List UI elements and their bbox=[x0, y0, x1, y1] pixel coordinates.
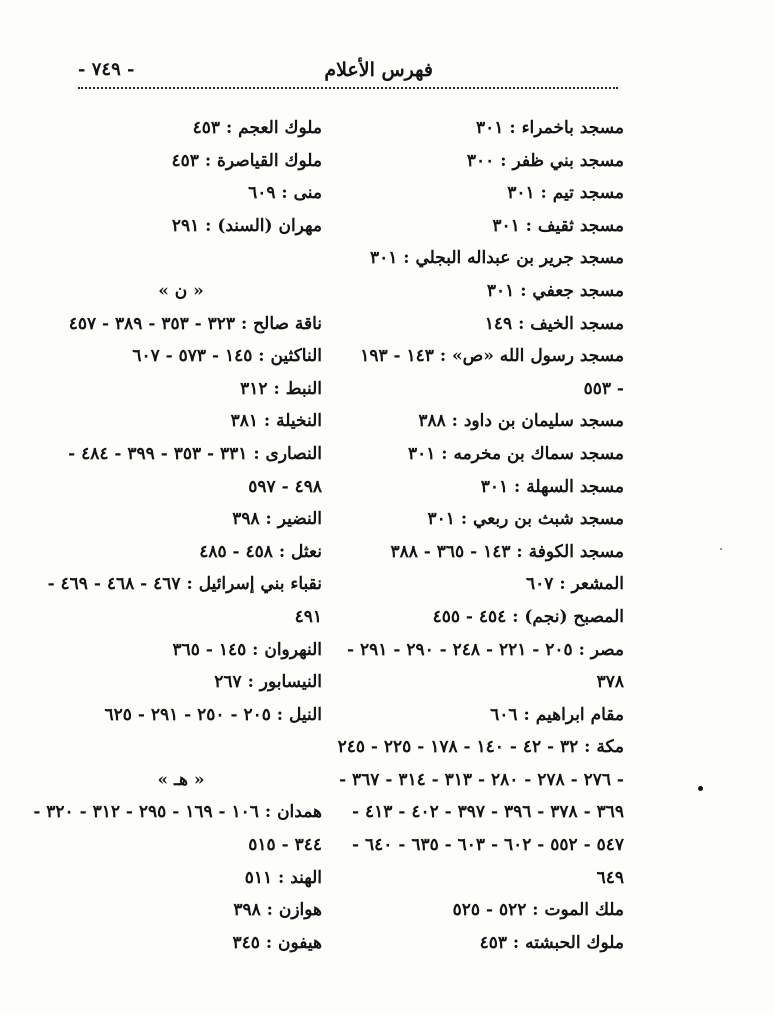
index-entry: مصر : ٢٠٥ - ٢٢١ - ٢٤٨ - ٢٩٠ - ٢٩١ - bbox=[347, 639, 624, 660]
faint-scan-mark bbox=[720, 548, 722, 550]
index-column-right bbox=[337, 112, 624, 959]
index-entry: مسجد سليمان بن داود : ٣٨٨ bbox=[418, 411, 624, 432]
index-entry: النهروان : ١٤٥ - ٣٦٥ bbox=[172, 639, 322, 660]
index-entry: - ٥٥٣ bbox=[583, 378, 624, 399]
index-entry: مسجد ثقيف : ٣٠١ bbox=[492, 215, 624, 236]
index-entry: ملك الموت : ٥٢٢ - ٥٢٥ bbox=[452, 900, 624, 921]
index-entry: مسجد بني ظفر : ٣٠٠ bbox=[466, 150, 624, 171]
index-entry: ناقة صالح : ٣٢٣ - ٣٥٣ - ٣٨٩ - ٤٥٧ bbox=[68, 313, 322, 334]
index-entry: ٣٤٤ - ٥١٥ bbox=[248, 835, 322, 856]
blank-line bbox=[40, 731, 322, 764]
index-entry: منى : ٦٠٩ bbox=[248, 183, 322, 204]
index-entry: المصبح (نجم) : ٤٥٤ - ٤٥٥ bbox=[432, 606, 624, 627]
index-entry: مسجد رسول الله «ص» : ١٤٣ - ١٩٣ bbox=[360, 346, 624, 367]
letter-heading: « هـ » bbox=[157, 769, 205, 790]
index-entry: مسجد باخمراء : ٣٠١ bbox=[476, 118, 624, 138]
index-entry: مسجد الخيف : ١٤٩ bbox=[484, 313, 624, 334]
page-number: - ٧٤٩ - bbox=[78, 59, 135, 80]
index-entry: مقام ابراهيم : ٦٠٦ bbox=[490, 704, 624, 725]
index-entry: ٤٩١ bbox=[294, 606, 322, 627]
index-entry: المشعر : ٦٠٧ bbox=[526, 574, 624, 595]
index-entry: مسجد جرير بن عبداله البجلي : ٣٠١ bbox=[369, 248, 624, 269]
index-entry: ملوك الحبشته : ٤٥٣ bbox=[479, 932, 624, 953]
index-entry: ٤٩٨ - ٥٩٧ bbox=[248, 476, 322, 497]
index-entry: هيفون : ٣٤٥ bbox=[232, 932, 322, 953]
index-entry: مسجد سماك بن مخرمه : ٣٠١ bbox=[407, 443, 624, 464]
index-entry: النصارى : ٣٣١ - ٣٥٣ - ٣٩٩ - ٤٨٤ - bbox=[68, 443, 322, 464]
index-entry: مسجد شبث بن ربعي : ٣٠١ bbox=[427, 509, 624, 530]
index-entry: مسجد جعفي : ٣٠١ bbox=[486, 280, 624, 301]
header-dotted-rule bbox=[78, 87, 618, 89]
index-entry: مهران (السند) : ٢٩١ bbox=[171, 215, 322, 236]
index-entry: همدان : ١٠٦ - ١٦٩ - ٢٩٥ - ٣١٢ - ٣٢٠ - bbox=[33, 802, 322, 823]
index-entry: النخيلة : ٣٨١ bbox=[230, 411, 322, 432]
index-entry: مسجد السهلة : ٣٠١ bbox=[480, 476, 624, 497]
index-entry: هوازن : ٣٩٨ bbox=[233, 900, 322, 921]
index-entry: الهند : ٥١١ bbox=[244, 867, 322, 888]
letter-heading: « ن » bbox=[158, 280, 204, 301]
index-entry: مكة : ٣٢ - ٤٢ - ١٤٠ - ١٧٨ - ٢٢٥ - ٢٤٥ bbox=[337, 737, 624, 758]
index-entry: ٣٧٨ bbox=[596, 672, 624, 693]
page-header bbox=[78, 55, 618, 87]
index-entry: النيسابور : ٢٦٧ bbox=[214, 672, 322, 693]
index-entry: النضير : ٣٩٨ bbox=[232, 509, 322, 530]
index-entry: النيل : ٢٠٥ - ٢٥٠ - ٢٩١ - ٦٢٥ bbox=[104, 704, 322, 725]
index-entry: مسجد تيم : ٣٠١ bbox=[507, 183, 624, 204]
index-entry: نقباء بني إسرائيل : ٤٦٧ - ٤٦٨ - ٤٦٩ - bbox=[47, 574, 322, 595]
index-entry: مسجد الكوفة : ١٤٣ - ٣٦٥ - ٣٨٨ bbox=[390, 541, 624, 562]
index-entry: - ٢٧٦ - ٢٧٨ - ٢٨٠ - ٣١٣ - ٣١٤ - ٣٦٧ - bbox=[339, 769, 624, 790]
blank-line bbox=[40, 242, 322, 275]
page-title: فهرس الأعلام bbox=[324, 59, 433, 81]
index-column-left bbox=[33, 112, 322, 959]
index-entry: ٦٤٩ bbox=[596, 867, 624, 888]
index-entry: ملوك القياصرة : ٤٥٣ bbox=[171, 150, 322, 171]
index-entry: ٥٤٧ - ٥٥٢ - ٦٠٢ - ٦٠٣ - ٦٣٥ - ٦٤٠ - bbox=[352, 835, 624, 856]
stray-ink-dot bbox=[698, 786, 703, 791]
index-entry: نعثل : ٤٥٨ - ٤٨٥ bbox=[199, 541, 322, 562]
index-entry: ملوك العجم : ٤٥٣ bbox=[192, 118, 322, 138]
index-entry: ٣٦٩ - ٣٧٨ - ٣٩٦ - ٣٩٧ - ٤٠٢ - ٤١٣ - bbox=[352, 802, 624, 823]
index-entry: النبط : ٣١٢ bbox=[240, 378, 322, 399]
index-entry: الناكثين : ١٤٥ - ٥٧٣ - ٦٠٧ bbox=[132, 346, 322, 367]
